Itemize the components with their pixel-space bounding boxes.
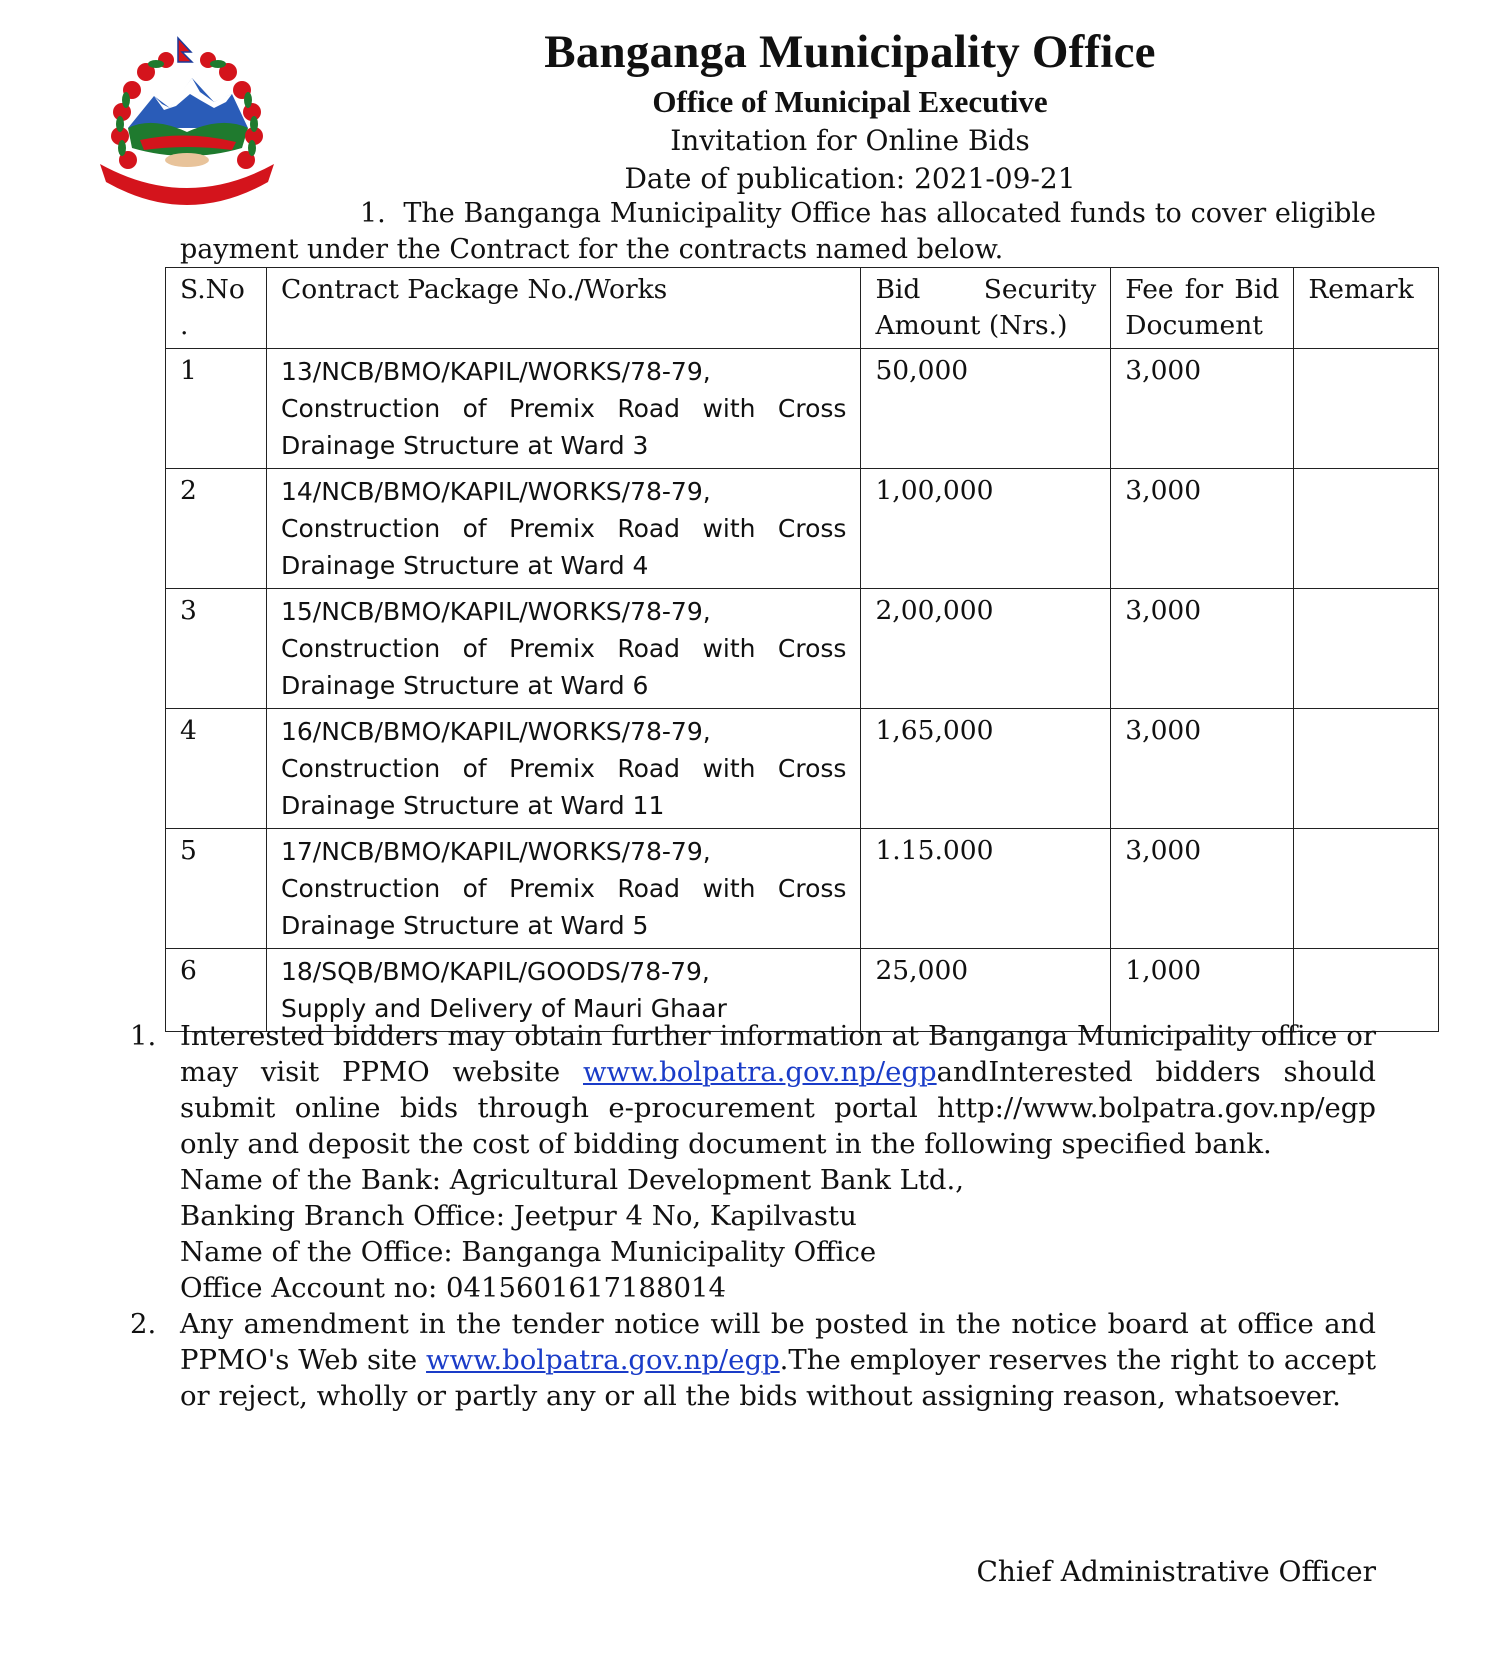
intro-text: The Banganga Municipality Office has allocated funds to cover eligible payment under the Contract for the contracts named below. xyxy=(180,198,1376,265)
note-text: andInterested bidders should submit online bids through e-procurement portal http://www.bolpatra.gov.np/egp only and deposit the cost of bidding document in the following specified bank. xyxy=(180,1056,1376,1160)
bank-branch: Banking Branch Office: Jeetpur 4 No, Kapilvastu xyxy=(180,1200,857,1232)
office-name: Name of the Office: Banganga Municipality Office xyxy=(180,1236,877,1268)
cell-fee: 3,000 xyxy=(1111,589,1294,709)
page-title: Banganga Municipality Office xyxy=(544,26,1156,78)
cell-work: 14/NCB/BMO/KAPIL/WORKS/78-79, Construction of Premix Road with Cross Drainage Structure at Ward 4 xyxy=(266,469,860,589)
table-row xyxy=(166,349,1439,469)
note-number: 1. xyxy=(130,1020,157,1052)
cell-bid-security: 50,000 xyxy=(861,349,1111,469)
cell-remark xyxy=(1294,589,1439,709)
cell-sno: 3 xyxy=(166,589,267,709)
cell-remark xyxy=(1294,349,1439,469)
signatory-title: Chief Administrative Officer xyxy=(976,1555,1376,1588)
bolpatra-link[interactable]: www.bolpatra.gov.np/egp xyxy=(426,1344,780,1376)
cell-fee: 3,000 xyxy=(1111,709,1294,829)
note-number: 2. xyxy=(130,1308,157,1340)
nepal-coat-of-arms-icon xyxy=(92,36,282,206)
cell-work: 15/NCB/BMO/KAPIL/WORKS/78-79, Construction of Premix Road with Cross Drainage Structure at Ward 6 xyxy=(266,589,860,709)
office-subtitle: Office of Municipal Executive xyxy=(652,84,1048,119)
notice-type: Invitation for Online Bids xyxy=(670,124,1030,157)
cell-work: 13/NCB/BMO/KAPIL/WORKS/78-79, Construction of Premix Road with Cross Drainage Structure at Ward 3 xyxy=(266,349,860,469)
cell-work: 16/NCB/BMO/KAPIL/WORKS/78-79, Construction of Premix Road with Cross Drainage Structure at Ward 11 xyxy=(266,709,860,829)
cell-bid-security: 1,65,000 xyxy=(861,709,1111,829)
header-sno: S.No . xyxy=(166,268,267,349)
cell-sno: 2 xyxy=(166,469,267,589)
cell-remark xyxy=(1294,709,1439,829)
publication-date: Date of publication: 2021-09-21 xyxy=(624,162,1076,195)
cell-sno: 5 xyxy=(166,829,267,949)
cell-bid-security: 2,00,000 xyxy=(861,589,1111,709)
notes-list xyxy=(130,1018,1376,1414)
cell-fee: 3,000 xyxy=(1111,469,1294,589)
note-text: Any amendment in the tender notice will be posted in the notice board at office and PPMO's Web site xyxy=(180,1308,1376,1376)
cell-sno: 1 xyxy=(166,349,267,469)
bank-name: Name of the Bank: Agricultural Development Bank Ltd., xyxy=(180,1164,965,1196)
header-fee: Fee for Bid Document xyxy=(1111,268,1294,349)
cell-fee: 3,000 xyxy=(1111,349,1294,469)
header-work: Contract Package No./Works xyxy=(266,268,860,349)
bolpatra-link[interactable]: www.bolpatra.gov.np/egp xyxy=(583,1056,937,1088)
contract-table xyxy=(165,267,1439,1032)
cell-work: 18/SQB/BMO/KAPIL/GOODS/78-79, Supply and Delivery of Mauri Ghaar xyxy=(266,949,860,1032)
cell-remark xyxy=(1294,469,1439,589)
header-remark: Remark xyxy=(1294,268,1439,349)
cell-bid-security: 1,00,000 xyxy=(861,469,1111,589)
table-row xyxy=(166,829,1439,949)
cell-bid-security: 1.15.000 xyxy=(861,829,1111,949)
table-header-row xyxy=(166,268,1439,349)
cell-sno: 4 xyxy=(166,709,267,829)
note-item xyxy=(130,1018,1376,1306)
table-row xyxy=(166,469,1439,589)
cell-sno: 6 xyxy=(166,949,267,1032)
note-text: Interested bidders may obtain further information at Banganga Municipality office or may visit PPMO website xyxy=(180,1020,1376,1088)
table-row xyxy=(166,709,1439,829)
cell-remark xyxy=(1294,829,1439,949)
intro-paragraph xyxy=(180,196,1376,268)
header-bid-security: Bid Security Amount (Nrs.) xyxy=(861,268,1111,349)
note-item xyxy=(130,1306,1376,1414)
cell-fee: 1,000 xyxy=(1111,949,1294,1032)
document-header xyxy=(400,22,1300,198)
account-number: Office Account no: 0415601617188014 xyxy=(180,1272,726,1304)
cell-bid-security: 25,000 xyxy=(861,949,1111,1032)
intro-number: 1. xyxy=(360,198,386,229)
table-row xyxy=(166,589,1439,709)
note-text: .The employer reserves the right to accept or reject, wholly or partly any or all the bids without assigning reason, whatsoever. xyxy=(180,1344,1376,1412)
cell-work: 17/NCB/BMO/KAPIL/WORKS/78-79, Construction of Premix Road with Cross Drainage Structure at Ward 5 xyxy=(266,829,860,949)
cell-fee: 3,000 xyxy=(1111,829,1294,949)
